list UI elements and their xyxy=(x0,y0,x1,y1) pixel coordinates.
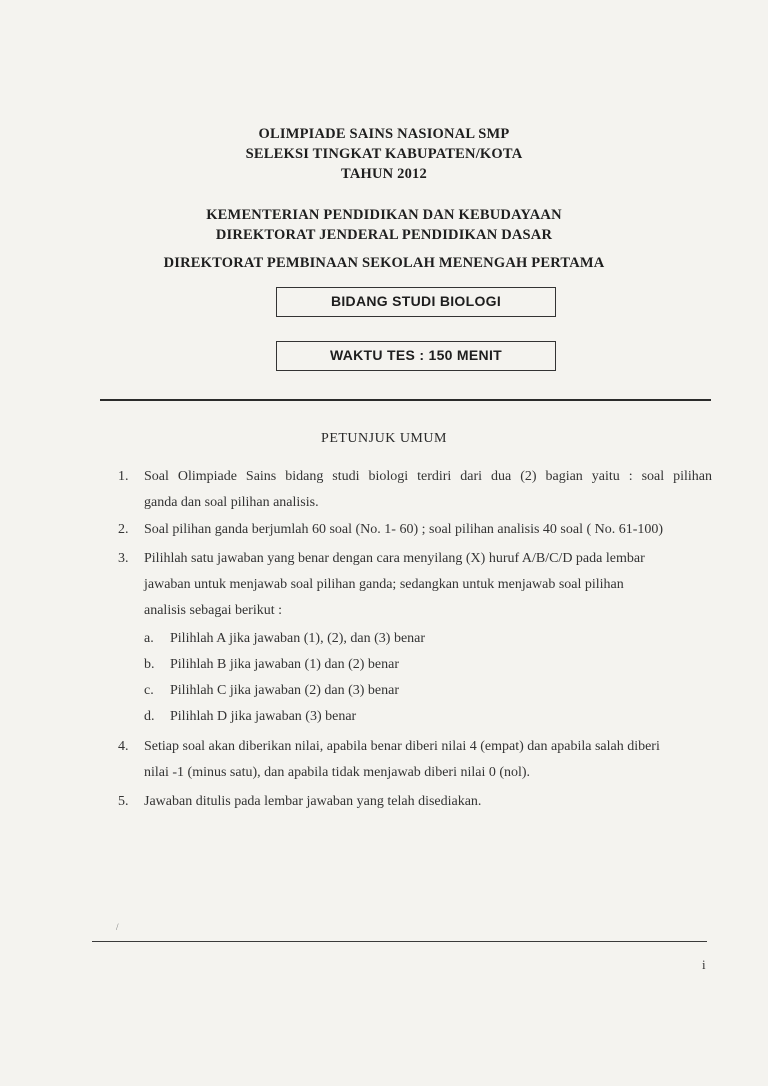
time-box: WAKTU TES : 150 MENIT xyxy=(276,341,556,371)
instruction-line: nilai -1 (minus satu), dan apabila tidak menjawab diberi nilai 0 (nol). xyxy=(144,765,531,780)
header-directorate-block xyxy=(0,253,768,273)
instruction-line: Jawaban ditulis pada lembar jawaban yang telah disediakan. xyxy=(144,794,482,809)
option-letter: d. xyxy=(144,709,155,724)
instruction-line: jawaban untuk menjawab soal pilihan ganda; sedangkan untuk menjawab soal pilihan xyxy=(144,577,624,592)
instruction-1 xyxy=(100,464,712,516)
selection-level: SELEKSI TINGKAT KABUPATEN/KOTA xyxy=(245,146,523,162)
option-letter: a. xyxy=(144,631,154,646)
instruction-number: 4. xyxy=(118,739,129,754)
footer-divider xyxy=(92,941,707,942)
instruction-line: analisis sebagai berikut : xyxy=(144,603,283,618)
option-text: Pilihlah A jika jawaban (1), (2), dan (3) benar xyxy=(170,631,426,646)
instruction-2 xyxy=(100,517,712,543)
header-title-block xyxy=(0,124,768,184)
instruction-line: Soal Olimpiade Sains bidang studi biologi terdiri dari dua (2) bagian yaitu : soal pilihan xyxy=(144,469,712,484)
ministry-name: KEMENTERIAN PENDIDIKAN DAN KEBUDAYAAN xyxy=(206,207,562,223)
instruction-line: Setiap soal akan diberikan nilai, apabila benar diberi nilai 4 (empat) dan apabila salah diberi xyxy=(144,739,660,754)
instruction-number: 3. xyxy=(118,551,129,566)
instruction-number: 2. xyxy=(118,522,129,537)
page-number: i xyxy=(702,957,706,972)
option-text: Pilihlah B jika jawaban (1) dan (2) benar xyxy=(170,657,399,672)
header-ministry-block xyxy=(0,205,768,245)
year: TAHUN 2012 xyxy=(341,166,427,182)
instruction-line: Soal pilihan ganda berjumlah 60 soal (No. 1- 60) ; soal pilihan analisis 40 soal ( No. 61-100) xyxy=(144,522,664,537)
olympiad-title: OLIMPIADE SAINS NASIONAL SMP xyxy=(258,126,510,142)
header-divider xyxy=(100,399,711,401)
list-item xyxy=(144,626,704,652)
answer-options-list xyxy=(144,626,704,730)
instruction-3 xyxy=(100,546,712,624)
directorate-name: DIREKTORAT PEMBINAAN SEKOLAH MENENGAH PERTAMA xyxy=(163,255,605,271)
option-letter: b. xyxy=(144,657,155,672)
instruction-5 xyxy=(100,789,712,815)
list-item xyxy=(144,652,704,678)
option-text: Pilihlah D jika jawaban (3) benar xyxy=(170,709,357,724)
section-title: PETUNJUK UMUM xyxy=(321,431,447,446)
stray-mark: / xyxy=(116,922,119,932)
instruction-number: 5. xyxy=(118,794,129,809)
instruction-line: ganda dan soal pilihan analisis. xyxy=(144,495,319,510)
option-text: Pilihlah C jika jawaban (2) dan (3) benar xyxy=(170,683,399,698)
instruction-number: 1. xyxy=(118,469,129,484)
list-item xyxy=(144,704,704,730)
instruction-line: Pilihlah satu jawaban yang benar dengan cara menyilang (X) huruf A/B/C/D pada lembar xyxy=(144,551,645,566)
option-letter: c. xyxy=(144,683,154,698)
instruction-4 xyxy=(100,734,712,786)
directorate-general: DIREKTORAT JENDERAL PENDIDIKAN DASAR xyxy=(215,227,553,243)
list-item xyxy=(144,678,704,704)
subject-box: BIDANG STUDI BIOLOGI xyxy=(276,287,556,317)
